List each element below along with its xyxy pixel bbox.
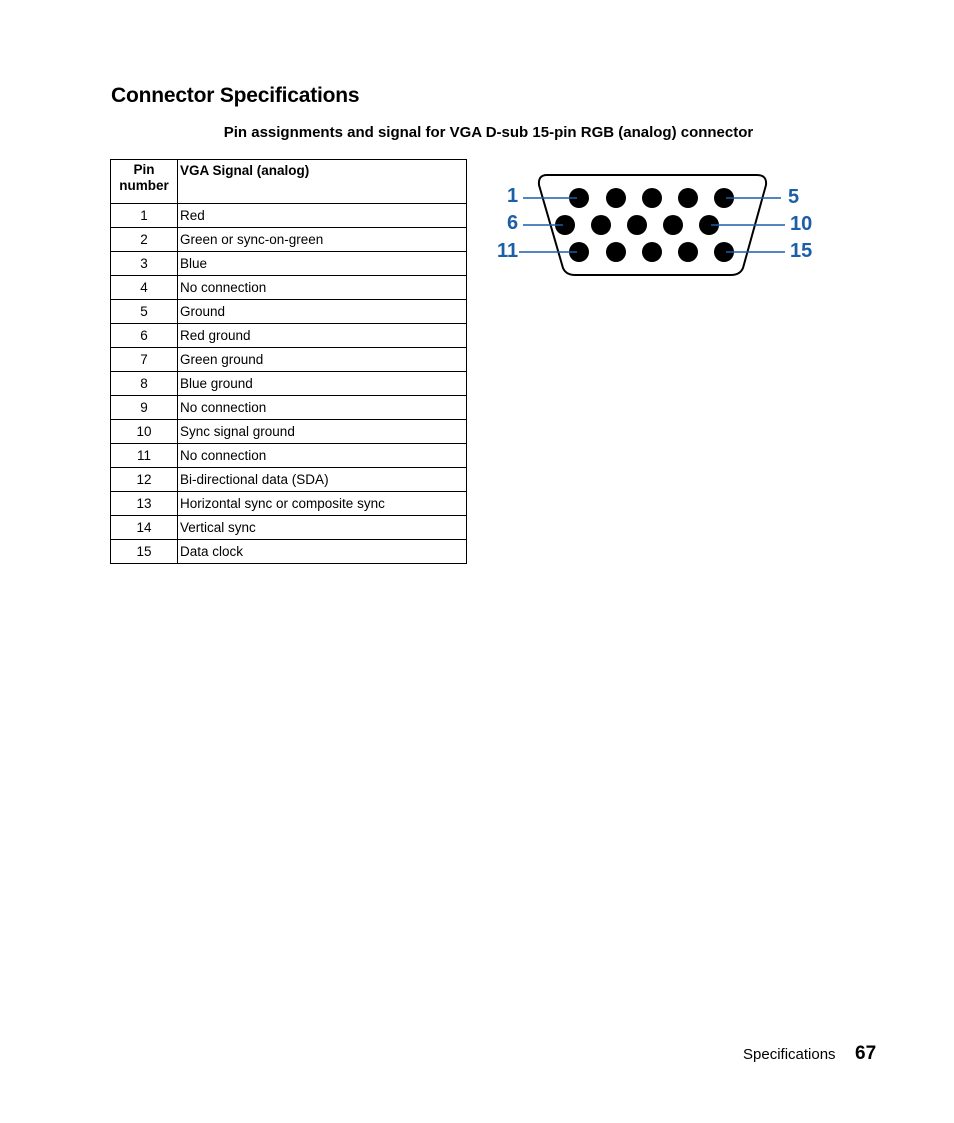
table-row xyxy=(111,372,467,396)
signal-cell: No connection xyxy=(178,444,467,468)
vga-connector-diagram xyxy=(495,170,825,280)
pin-number-cell: 12 xyxy=(111,468,178,492)
signal-cell: Green or sync-on-green xyxy=(178,228,467,252)
pin-number-cell: 14 xyxy=(111,516,178,540)
signal-cell: No connection xyxy=(178,276,467,300)
pin-number-cell: 1 xyxy=(111,204,178,228)
signal-cell: Bi-directional data (SDA) xyxy=(178,468,467,492)
connector-pin-14 xyxy=(678,242,698,262)
signal-cell: Data clock xyxy=(178,540,467,564)
page-number: 67 xyxy=(855,1043,877,1064)
label-pin-11: 11 xyxy=(497,240,519,262)
pin-number-cell: 3 xyxy=(111,252,178,276)
pin-number-cell: 5 xyxy=(111,300,178,324)
connector-pin-12 xyxy=(606,242,626,262)
connector-pin-13 xyxy=(642,242,662,262)
pin-number-cell: 10 xyxy=(111,420,178,444)
label-pin-10: 10 xyxy=(790,213,813,235)
table-row xyxy=(111,540,467,564)
signal-cell: Sync signal ground xyxy=(178,420,467,444)
signal-cell: Ground xyxy=(178,300,467,324)
signal-cell: Green ground xyxy=(178,348,467,372)
pin-assignment-table xyxy=(110,159,467,564)
table-header-row xyxy=(111,160,467,204)
table-row xyxy=(111,444,467,468)
table-row xyxy=(111,324,467,348)
table-row xyxy=(111,252,467,276)
connector-pin-7 xyxy=(591,215,611,235)
table-row xyxy=(111,300,467,324)
page-title: Connector Specifications xyxy=(111,84,360,107)
connector-pin-8 xyxy=(627,215,647,235)
signal-cell: No connection xyxy=(178,396,467,420)
pin-number-cell: 15 xyxy=(111,540,178,564)
label-pin-15: 15 xyxy=(790,240,813,262)
pin-number-cell: 13 xyxy=(111,492,178,516)
table-row xyxy=(111,492,467,516)
pin-number-cell: 9 xyxy=(111,396,178,420)
table-row xyxy=(111,276,467,300)
signal-cell: Horizontal sync or composite sync xyxy=(178,492,467,516)
footer-section: Specifications xyxy=(743,1046,836,1063)
label-pin-5: 5 xyxy=(788,186,800,208)
signal-cell: Vertical sync xyxy=(178,516,467,540)
connector-pin-9 xyxy=(663,215,683,235)
table-row xyxy=(111,204,467,228)
table-caption: Pin assignments and signal for VGA D-sub 15-pin RGB (analog) connector xyxy=(223,124,754,141)
pin-number-cell: 7 xyxy=(111,348,178,372)
table-row xyxy=(111,348,467,372)
header-pin-number: Pin number xyxy=(111,160,178,204)
signal-cell: Red xyxy=(178,204,467,228)
table-row xyxy=(111,420,467,444)
pin-number-cell: 11 xyxy=(111,444,178,468)
connector-pin-3 xyxy=(642,188,662,208)
connector-pin-2 xyxy=(606,188,626,208)
table-row xyxy=(111,396,467,420)
signal-cell: Blue xyxy=(178,252,467,276)
connector-pin-4 xyxy=(678,188,698,208)
signal-cell: Red ground xyxy=(178,324,467,348)
header-vga-signal: VGA Signal (analog) xyxy=(178,160,467,204)
signal-cell: Blue ground xyxy=(178,372,467,396)
table-row xyxy=(111,516,467,540)
pin-number-cell: 4 xyxy=(111,276,178,300)
pin-number-cell: 2 xyxy=(111,228,178,252)
table-row xyxy=(111,468,467,492)
table-row xyxy=(111,228,467,252)
label-pin-1: 1 xyxy=(507,185,519,207)
label-pin-6: 6 xyxy=(507,212,519,234)
pin-number-cell: 8 xyxy=(111,372,178,396)
table-body xyxy=(111,204,467,564)
pin-number-cell: 6 xyxy=(111,324,178,348)
